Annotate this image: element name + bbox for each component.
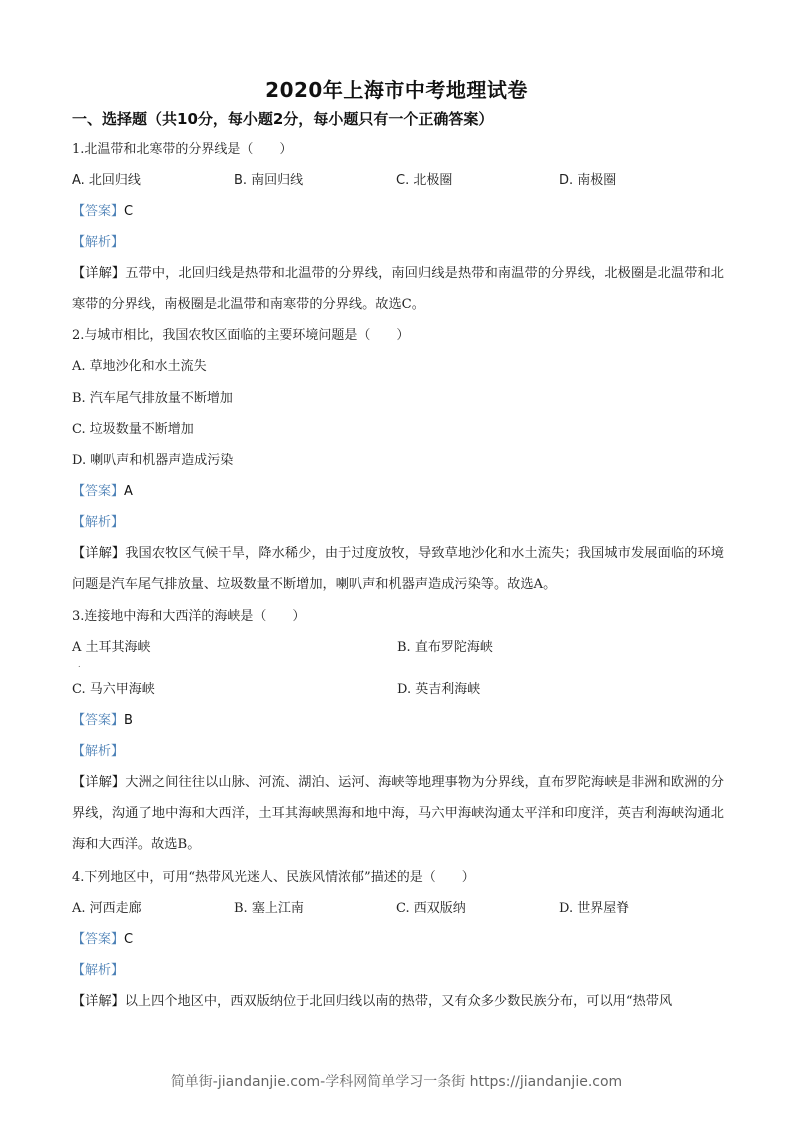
- detail-label: 【详解】: [72, 775, 126, 790]
- question-1-option-d: D. 南极圈: [559, 173, 617, 188]
- question-2-detail: [72, 538, 724, 600]
- question-4-stem: 4.下列地区中，可用“热带风光迷人、民族风情浓郁”描述的是（ ）: [72, 870, 475, 885]
- question-3-option-b: B. 直布罗陀海峡: [397, 640, 493, 655]
- question-4-analysis-label: [72, 962, 124, 980]
- question-1-option-a: A. 北回归线: [72, 173, 141, 188]
- analysis-label: 【解析】: [72, 744, 125, 759]
- question-4-answer: [72, 931, 133, 949]
- question-2-answer: [72, 483, 133, 501]
- question-3-option-d: D. 英吉利海峡: [397, 682, 481, 697]
- detail-text: 五带中，北回归线是热带和北温带的分界线，南回归线是热带和南温带的分界线，北极圈是北温带和北寒带的分界线，南极圈是北温带和南寒带的分界线。故选C。: [72, 266, 724, 312]
- question-2-option-a: A. 草地沙化和水土流失: [72, 359, 207, 374]
- section-heading: 一、选择题（共10分，每小题2分，每小题只有一个正确答案）: [72, 110, 494, 128]
- question-4-option-c: C. 西双版纳: [396, 901, 466, 916]
- question-1-analysis-label: [72, 234, 124, 252]
- question-3-stem: 3.连接地中海和大西洋的海峡是（ ）: [72, 609, 306, 624]
- answer-value: C: [124, 204, 134, 219]
- answer-value: A: [124, 484, 133, 499]
- question-1-detail: [72, 258, 724, 320]
- question-4-option-a: A. 河西走廊: [72, 901, 142, 916]
- page-title: 2020年上海市中考地理试卷: [265, 78, 528, 102]
- stray-mark: .: [78, 660, 81, 669]
- question-1-answer: [72, 203, 133, 221]
- analysis-label: 【解析】: [72, 235, 125, 250]
- question-3-detail: [72, 767, 724, 860]
- question-3-option-a: A 土耳其海峡: [72, 640, 151, 655]
- question-2-option-d: D. 喇叭声和机器声造成污染: [72, 453, 234, 468]
- answer-label: 【答案】: [72, 484, 125, 499]
- question-1-option-b: B. 南回归线: [234, 173, 304, 188]
- question-4-detail: [72, 986, 724, 1017]
- question-3-answer: [72, 712, 133, 730]
- question-2-analysis-label: [72, 514, 124, 532]
- answer-value: B: [124, 713, 133, 728]
- detail-label: 【详解】: [72, 266, 126, 281]
- answer-label: 【答案】: [72, 713, 125, 728]
- question-2-option-b: B. 汽车尾气排放量不断增加: [72, 391, 233, 406]
- analysis-label: 【解析】: [72, 515, 125, 530]
- question-3-analysis-label: [72, 743, 124, 761]
- answer-label: 【答案】: [72, 932, 125, 947]
- analysis-label: 【解析】: [72, 963, 125, 978]
- question-2-option-c: C. 垃圾数量不断增加: [72, 422, 194, 437]
- detail-label: 【详解】: [72, 546, 126, 561]
- question-1-stem: 1.北温带和北寒带的分界线是（ ）: [72, 142, 293, 157]
- question-4-option-d: D. 世界屋脊: [559, 901, 630, 916]
- detail-text: 以上四个地区中，西双版纳位于北回归线以南的热带，又有众多少数民族分布，可以用“热带风: [124, 994, 673, 1009]
- question-4-option-b: B. 塞上江南: [234, 901, 304, 916]
- detail-text: 我国农牧区气候干旱，降水稀少，由于过度放牧，导致草地沙化和水土流失；我国城市发展面临的环境问题是汽车尾气排放量、垃圾数量不断增加，喇叭声和机器声造成污染等。故选A。: [72, 546, 724, 592]
- answer-label: 【答案】: [72, 204, 125, 219]
- footer-watermark: 简单街-jiandanjie.com-学科网简单学习一条街 https://jiandanjie.com: [170, 1074, 623, 1090]
- answer-value: C: [124, 932, 134, 947]
- question-1-option-c: C. 北极圈: [396, 173, 453, 188]
- detail-text: 大洲之间往往以山脉、河流、湖泊、运河、海峡等地理事物为分界线，直布罗陀海峡是非洲和欧洲的分界线，沟通了地中海和大西洋，土耳其海峡黑海和地中海，马六甲海峡沟通太平洋和印度洋，英吉利海峡沟通北海和大西洋。故选B。: [72, 775, 724, 852]
- detail-label: 【详解】: [72, 994, 125, 1009]
- question-2-stem: 2.与城市相比，我国农牧区面临的主要环境问题是（ ）: [72, 328, 410, 343]
- question-3-option-c: C. 马六甲海峡: [72, 682, 155, 697]
